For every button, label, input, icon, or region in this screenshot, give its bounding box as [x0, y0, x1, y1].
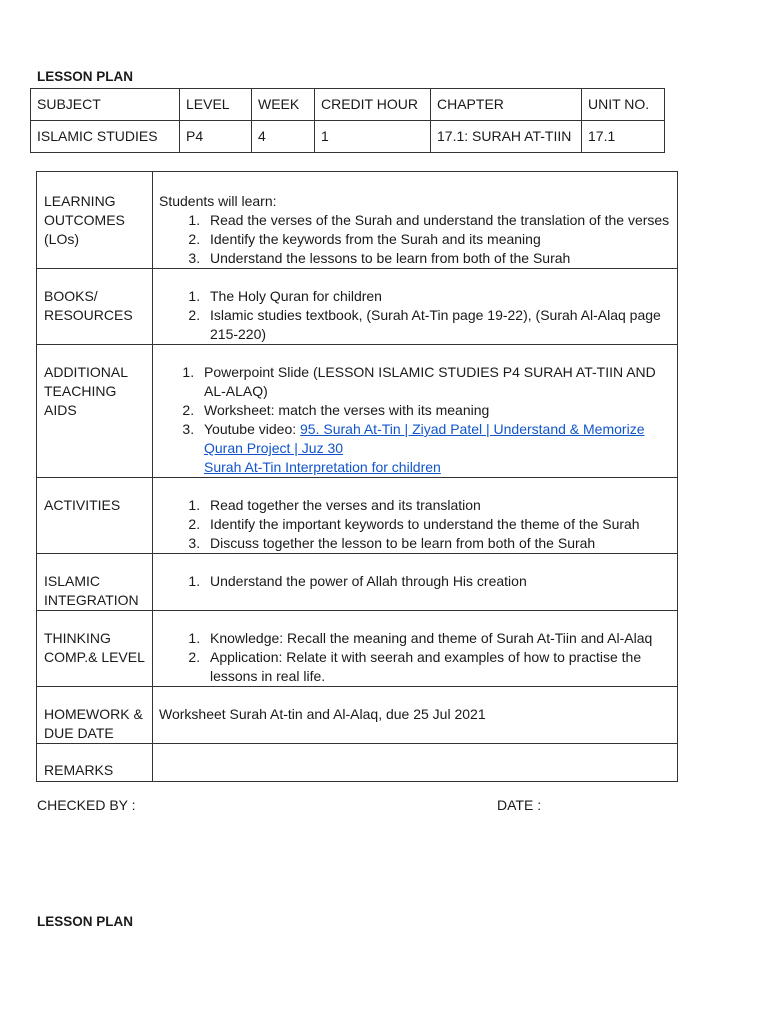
content-islamic-integration	[153, 554, 678, 611]
value-subject: ISLAMIC STUDIES	[31, 121, 180, 153]
content-teaching-aids	[153, 345, 678, 478]
thinking-list	[159, 629, 671, 686]
list-item: 1. The Holy Quran for children	[204, 287, 671, 306]
checked-by-label: CHECKED BY :	[37, 797, 136, 813]
aids-list	[159, 363, 677, 477]
activities-list	[159, 496, 671, 553]
row-activities	[37, 478, 678, 554]
list-item: 2. Application: Relate it with seerah and examples of how to practise the lessons in real life.	[204, 648, 671, 686]
content-homework: Worksheet Surah At-tin and Al-Alaq, due 25 Jul 2021	[153, 687, 678, 744]
label-remarks: REMARKS	[37, 744, 153, 782]
list-item: 3. Understand the lessons to be learn from both of the Surah	[204, 249, 671, 268]
row-books-resources	[37, 269, 678, 345]
youtube-link-surah-at-tin-ziyad-patel[interactable]: 95. Surah At-Tin | Ziyad Patel | Understand & Memorize Quran Project | Juz 30	[204, 421, 645, 456]
label-thinking-comp: THINKING COMP.& LEVEL	[37, 611, 153, 687]
label-islamic-integration: ISLAMIC INTEGRATION	[37, 554, 153, 611]
value-row	[31, 121, 665, 153]
label-teaching-aids: ADDITIONAL TEACHING AIDS	[37, 345, 153, 478]
column-subject: SUBJECT	[31, 89, 180, 121]
value-chapter: 17.1: SURAH AT-TIIN	[431, 121, 582, 153]
row-remarks	[37, 744, 678, 782]
row-thinking-comp	[37, 611, 678, 687]
column-chapter: CHAPTER	[431, 89, 582, 121]
content-activities	[153, 478, 678, 554]
list-item: 2. Identify the keywords from the Surah and its meaning	[204, 230, 671, 249]
youtube-prefix: Youtube video:	[204, 421, 301, 437]
date-label: DATE :	[497, 797, 542, 813]
list-item: 1. Read the verses of the Surah and understand the translation of the verses	[204, 211, 671, 230]
integration-list	[159, 572, 671, 591]
label-books-resources: BOOKS/ RESOURCES	[37, 269, 153, 345]
content-thinking-comp	[153, 611, 678, 687]
youtube-link-surah-at-tin-interpretation[interactable]: Surah At-Tin Interpretation for children	[204, 459, 441, 475]
value-level: P4	[180, 121, 252, 153]
label-learning-outcomes: LEARNING OUTCOMES (LOs)	[37, 172, 153, 269]
list-item: 1. Understand the power of Allah through His creation	[204, 572, 671, 591]
row-teaching-aids	[37, 345, 678, 478]
lesson-details-table	[36, 171, 678, 782]
list-item: 3. Discuss together the lesson to be learn from both of the Surah	[204, 534, 671, 553]
list-item: 2. Worksheet: match the verses with its meaning	[198, 401, 677, 420]
label-homework: HOMEWORK & DUE DATE	[37, 687, 153, 744]
los-intro: Students will learn:	[159, 193, 277, 209]
content-learning-outcomes	[153, 172, 678, 269]
column-credit-hour: CREDIT HOUR	[315, 89, 431, 121]
header-row	[31, 89, 665, 121]
list-item: 1. Knowledge: Recall the meaning and theme of Surah At-Tiin and Al-Alaq	[204, 629, 671, 648]
list-item: 2. Islamic studies textbook, (Surah At-Tin page 19-22), (Surah Al-Alaq page 215-220)	[204, 306, 671, 344]
row-homework	[37, 687, 678, 744]
page-title: LESSON PLAN	[37, 69, 134, 84]
content-remarks	[153, 744, 678, 782]
value-credit-hour: 1	[315, 121, 431, 153]
label-activities: ACTIVITIES	[37, 478, 153, 554]
list-item: 1. Read together the verses and its translation	[204, 496, 671, 515]
list-item: 1. Powerpoint Slide (LESSON ISLAMIC STUDIES P4 SURAH AT-TIIN AND AL-ALAQ)	[198, 363, 677, 401]
content-books-resources	[153, 269, 678, 345]
column-level: LEVEL	[180, 89, 252, 121]
row-islamic-integration	[37, 554, 678, 611]
second-page-title: LESSON PLAN	[37, 914, 134, 929]
list-item-youtube	[198, 420, 677, 477]
value-unit-no: 17.1	[582, 121, 665, 153]
books-list	[159, 287, 671, 344]
list-item: 2. Identify the important keywords to understand the theme of the Surah	[204, 515, 671, 534]
column-unit-no: UNIT NO.	[582, 89, 665, 121]
row-learning-outcomes	[37, 172, 678, 269]
value-week: 4	[252, 121, 315, 153]
los-list	[159, 211, 671, 268]
column-week: WEEK	[252, 89, 315, 121]
header-table	[30, 88, 665, 153]
